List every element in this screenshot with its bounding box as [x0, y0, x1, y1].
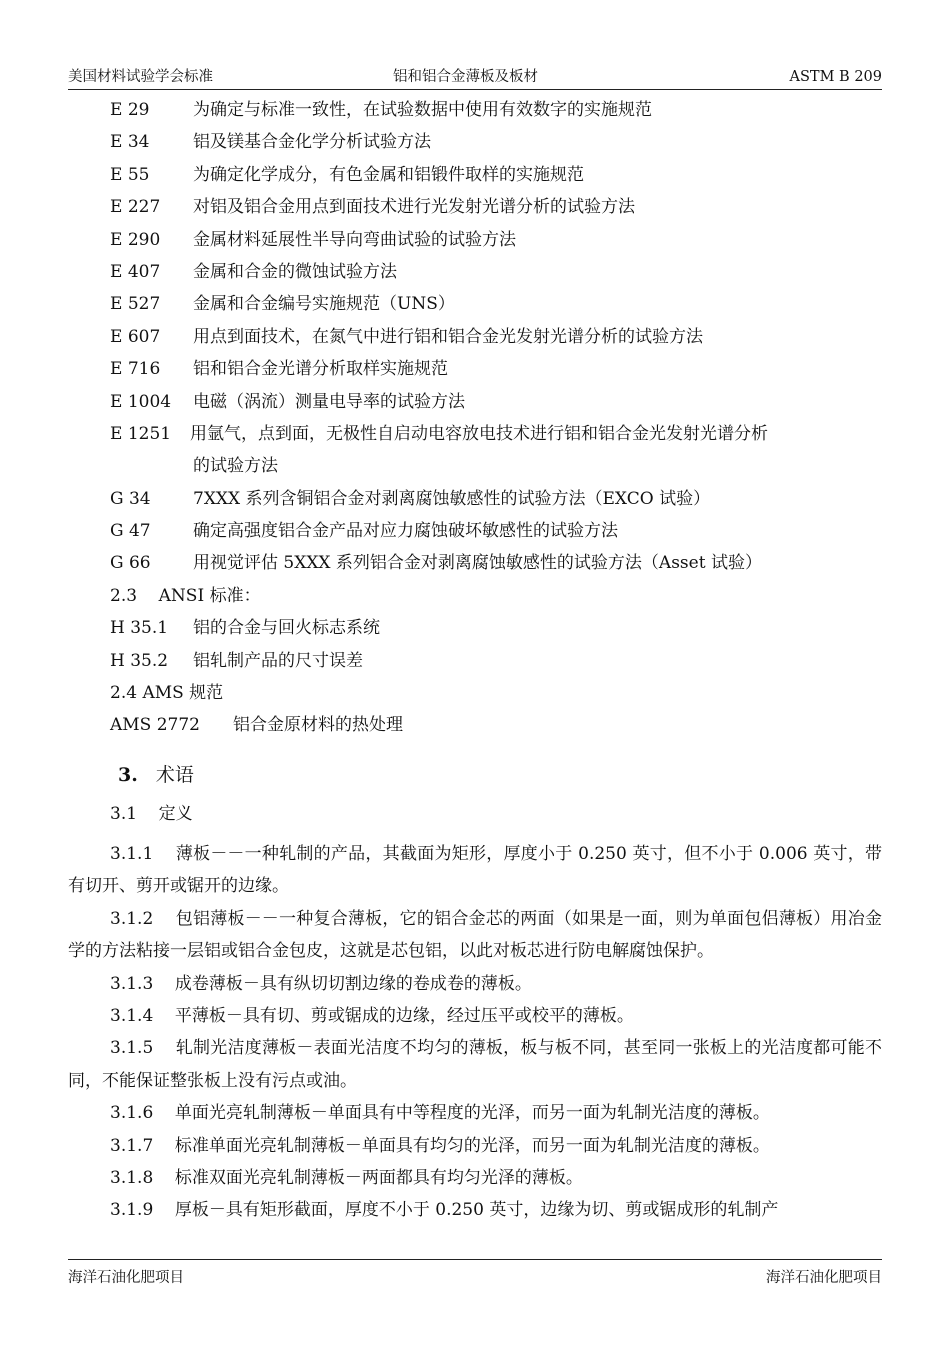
reference-item [110, 612, 882, 644]
definition-paragraph: 3.1.4 平薄板－具有切、剪或锯成的边缘，经过压平或校平的薄板。 [110, 1006, 634, 1027]
reference-title-line: 用氩气，点到面，无极性自启动电容放电技术进行铝和铝合金光发射光谱分析 [190, 423, 768, 444]
reference-code: G 47 [110, 521, 151, 542]
header-title: 铝和铝合金薄板及板材 [393, 69, 538, 85]
definition-paragraph: 3.1.1 薄板－－一种轧制的产品，其截面为矩形，厚度小于 0.250 英寸，但不小于 0.006 英寸，带有切开、剪开或锯开的边缘。 [68, 844, 882, 897]
reference-item [110, 645, 882, 677]
reference-code: H 35.1 [110, 618, 169, 639]
reference-item [110, 547, 882, 579]
reference-item [110, 386, 882, 418]
reference-item [110, 159, 882, 191]
reference-item [110, 321, 882, 353]
reference-item [110, 418, 882, 483]
ansi-heading: 2.3 ANSI 标准： [110, 585, 261, 606]
reference-title: 7XXX 系列含铜铝合金对剥离腐蚀敏感性的试验方法（EXCO 试验） [193, 488, 711, 509]
reference-title: 为确定与标准一致性，在试验数据中使用有效数字的实施规范 [193, 100, 652, 120]
reference-code: H 35.2 [110, 650, 169, 671]
reference-code: E 29 [110, 100, 150, 120]
reference-item [110, 256, 882, 288]
reference-item [110, 483, 882, 515]
reference-item [110, 288, 882, 320]
reference-item [110, 94, 882, 126]
reference-code: E 527 [110, 294, 161, 315]
references-list [110, 94, 882, 830]
definition-paragraph: 3.1.8 标准双面光亮轧制薄板－两面都具有均匀光泽的薄板。 [110, 1168, 583, 1189]
reference-title-line: 的试验方法 [193, 456, 278, 477]
reference-title: 金属材料延展性半导向弯曲试验的试验方法 [193, 229, 516, 250]
reference-title: 铝和铝合金光谱分析取样实施规范 [193, 359, 448, 380]
reference-title: 铝合金原材料的热处理 [233, 715, 403, 736]
reference-item [110, 224, 882, 256]
reference-title: 确定高强度铝合金产品对应力腐蚀破坏敏感性的试验方法 [193, 521, 618, 542]
reference-item [110, 709, 882, 741]
section-heading [110, 752, 882, 798]
reference-title: 铝轧制产品的尺寸误差 [193, 650, 363, 671]
reference-title: 电磁（涡流）测量电导率的试验方法 [193, 391, 465, 412]
definition-paragraph: 3.1.3 成卷薄板－具有纵切切割边缘的卷成卷的薄板。 [110, 973, 532, 994]
reference-code: E 227 [110, 197, 161, 218]
reference-title: 金属和合金的微蚀试验方法 [193, 261, 397, 282]
definition-paragraph: 3.1.7 标准单面光亮轧制薄板－单面具有均匀的光泽，而另一面为轧制光洁度的薄板。 [110, 1135, 770, 1156]
reference-code: G 66 [110, 553, 151, 574]
reference-code: E 607 [110, 326, 161, 347]
reference-code: E 407 [110, 261, 161, 282]
reference-code: E 55 [110, 164, 150, 185]
reference-code: G 34 [110, 488, 151, 509]
definition-paragraph: 3.1.2 包铝薄板－－一种复合薄板，它的铝合金芯的两面（如果是一面，则为单面包侣薄板）用冶金学的方法粘接一层铝或铝合金包皮，这就是芯包铝，以此对板芯进行防电解腐蚀保护。 [68, 908, 882, 962]
definitions [68, 838, 882, 1227]
reference-title: 铝及镁基合金化学分析试验方法 [193, 132, 431, 153]
reference-title [190, 418, 882, 483]
page-header [68, 66, 882, 88]
reference-title: 用视觉评估 5XXX 系列铝合金对剥离腐蚀敏感性的试验方法（Asset 试验） [193, 553, 762, 574]
footer-left: 海洋石油化肥项目 [68, 1270, 184, 1286]
section-title: 术语 [155, 763, 194, 786]
header-rule [68, 89, 882, 90]
definition-paragraph: 3.1.6 单面光亮轧制薄板－单面具有中等程度的光泽，而另一面为轧制光洁度的薄板。 [110, 1103, 770, 1124]
footer-rule [68, 1259, 882, 1260]
subsection-heading: 3.1 定义 [110, 803, 193, 824]
reference-title: 金属和合金编号实施规范（UNS） [193, 294, 455, 315]
reference-code: E 1004 [110, 391, 172, 412]
header-left: 美国材料试验学会标准 [68, 69, 213, 85]
reference-title: 对铝及铝合金用点到面技术进行光发射光谱分析的试验方法 [193, 197, 635, 218]
definition-paragraph: 3.1.5 轧制光洁度薄板－表面光洁度不均匀的薄板，板与板不同，甚至同一张板上的光洁度都可能不同，不能保证整张板上没有污点或油。 [68, 1038, 882, 1091]
ams-heading: 2.4 AMS 规范 [110, 683, 224, 704]
reference-item [110, 126, 882, 158]
reference-code: E 1251 [110, 423, 172, 444]
footer-right: 海洋石油化肥项目 [766, 1270, 882, 1286]
section-number: 3. [118, 763, 138, 786]
reference-title: 铝的合金与回火标志系统 [193, 618, 380, 639]
definition-paragraph: 3.1.9 厚板－具有矩形截面，厚度不小于 0.250 英寸，边缘为切、剪或锯成形的轧制产 [110, 1200, 779, 1221]
reference-item [110, 191, 882, 223]
reference-title: 用点到面技术，在氮气中进行铝和铝合金光发射光谱分析的试验方法 [193, 326, 703, 347]
reference-code: E 716 [110, 359, 161, 380]
reference-code: E 34 [110, 132, 150, 153]
reference-title: 为确定化学成分，有色金属和铝锻件取样的实施规范 [193, 164, 584, 185]
header-standard-number: ASTM B 209 [789, 69, 882, 85]
reference-item [110, 353, 882, 385]
reference-code: AMS 2772 [110, 715, 200, 736]
reference-item [110, 515, 882, 547]
reference-code: E 290 [110, 229, 161, 250]
